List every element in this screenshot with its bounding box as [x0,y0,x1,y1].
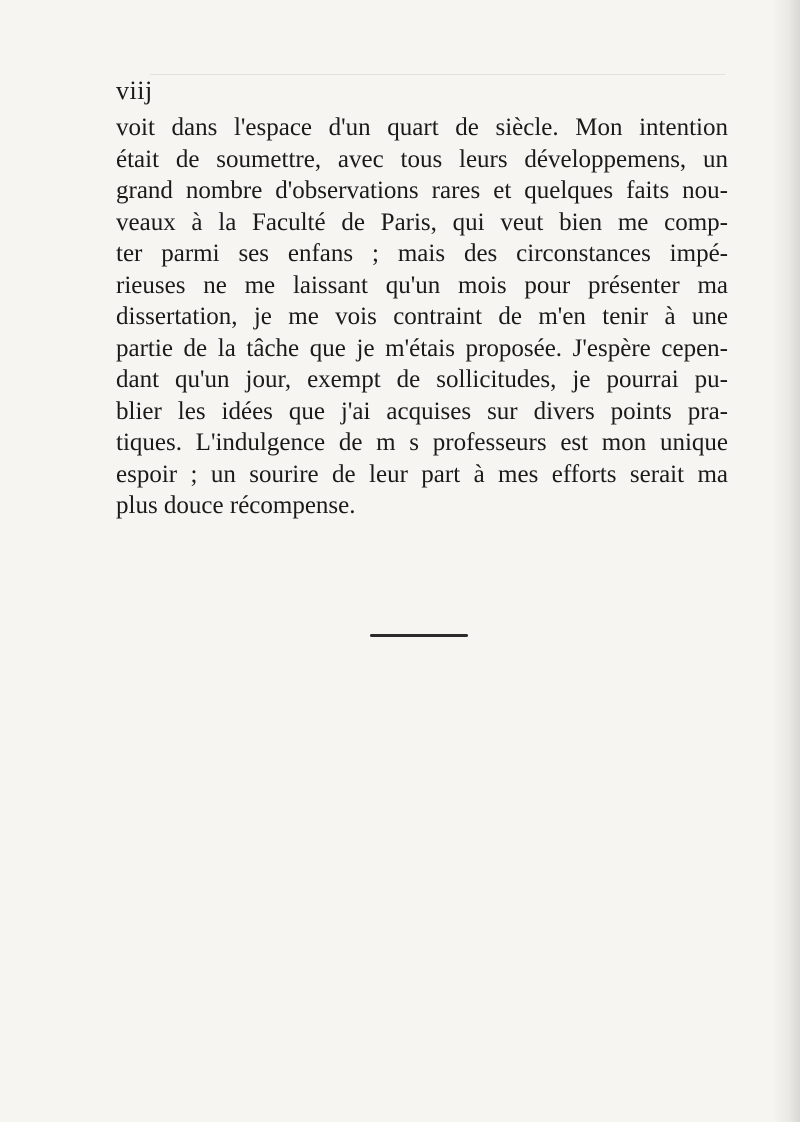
text-line: veaux à la Faculté de Paris, qui veut bien me comp- [116,208,728,236]
text-line: rieuses ne me laissant qu'un mois pour présenter ma [116,271,728,299]
text-line: ter parmi ses enfans ; mais des circonstances impé- [116,240,728,267]
page-edge-shadow [772,0,800,1122]
text-line: tiques. L'indulgence de m s professeurs est mon unique [116,429,728,456]
text-line: espoir ; un sourire de leur part à mes efforts serait ma [116,460,728,488]
text-line: grand nombre d'observations rares et quelques faits nou- [116,177,728,204]
header-rule [150,74,725,75]
text-line: partie de la tâche que je m'étais proposée. J'espère cepen- [116,334,728,362]
text-line: était de soumettre, avec tous leurs développemens, un [116,145,728,173]
text-line: blier les idées que j'ai acquises sur divers points pra- [116,397,728,425]
section-end-rule [370,634,468,637]
body-paragraph [116,112,728,522]
text-line: dant qu'un jour, exempt de sollicitudes, je pourrai pu- [116,366,728,393]
text-line: voit dans l'espace d'un quart de siècle. Mon intention [116,114,728,141]
page-number: viij [116,76,153,105]
text-line: dissertation, je me vois contraint de m'en tenir à une [116,303,728,330]
text-line: plus douce récompense. [116,492,356,519]
